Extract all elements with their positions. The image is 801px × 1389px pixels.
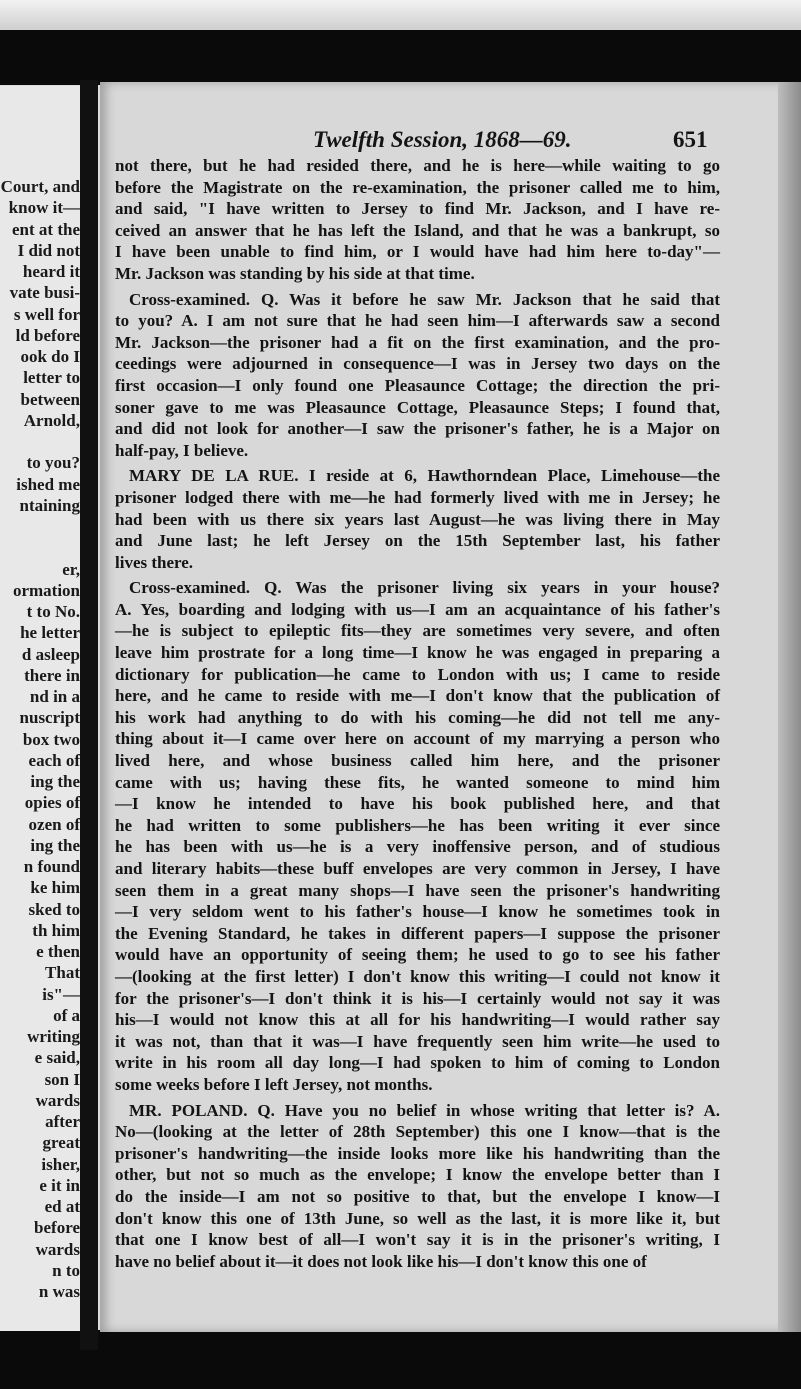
text-line: came with us; having these fits, he wanted someone to mind him	[115, 772, 720, 792]
paragraph	[115, 1100, 720, 1273]
running-title: Twelfth Session, 1868—69.	[313, 127, 572, 152]
left-page-line: s well for	[13, 304, 80, 324]
text-line: the Evening Standard, he takes in different papers—I suppose the prisoner	[115, 923, 720, 943]
left-page-line: er,	[62, 559, 80, 579]
text-line: had been with us there six years last August—he was living there in May	[115, 509, 720, 529]
left-page-line: Court, and	[0, 177, 80, 196]
left-page	[0, 86, 82, 1331]
left-page-line: ook do I	[20, 347, 80, 366]
text-line: Cross-examined. Q. Was it before he saw Mr. Jackson that he said that	[129, 289, 720, 309]
text-line: —(looking at the first letter) I don't know this writing—I could not know it	[115, 966, 720, 986]
left-page-line: n to	[52, 1260, 80, 1280]
text-line: he had written to some publishers—he has been writing it ever since	[115, 815, 720, 835]
text-line: prisoner's handwriting—the inside looks more like his handwriting than the	[115, 1143, 720, 1163]
paragraph	[115, 289, 720, 462]
left-page-line: ormation	[12, 580, 80, 600]
left-page-line: d asleep	[21, 644, 80, 664]
page-number: 651	[673, 127, 708, 152]
left-page-line: ent at the	[12, 219, 80, 239]
text-line: it was not, than that it was—I have frequently seen him write—he used to	[115, 1031, 720, 1051]
text-line: his work had anything to do with his coming—he did not tell me any-	[115, 707, 720, 727]
text-line: that one I know best of all—I won't say it is in the prisoner's writing, I	[115, 1230, 720, 1250]
left-page-line: ished me	[16, 474, 80, 494]
left-page-line: of a	[53, 1005, 80, 1025]
text-line: here, and he came to reside with me—I don't know that the publication of	[115, 686, 720, 706]
text-line: —he is subject to epileptic fits—they are sometimes very severe, and often	[115, 621, 720, 641]
left-page-line: sked to	[28, 899, 80, 919]
left-page-line: each of	[28, 750, 80, 770]
scanner-border-bottom	[0, 1330, 801, 1389]
text-line: and said, "I have written to Jersey to find Mr. Jackson, and I have re-	[115, 199, 720, 219]
left-page-line: letter to	[23, 368, 80, 388]
left-page-line: there in	[24, 665, 80, 685]
text-line: and did not look for another—I saw the prisoner's father, he is a Major on	[115, 419, 720, 439]
left-page-line: vate busi-	[9, 283, 80, 303]
text-line: write in his room all day long—I had spoken to him of coming to London	[115, 1053, 720, 1073]
left-page-line: box two	[22, 729, 80, 749]
text-line: have no belief about it—it does not look like his—I don't know this one of	[115, 1251, 647, 1271]
text-line: —I very seldom went to his father's house—I know he sometimes took in	[115, 902, 720, 922]
text-line: A. Yes, boarding and lodging with us—I am an acquaintance of his father's	[115, 599, 720, 619]
text-line: lived here, and whose business called him here, and the prisoner	[115, 751, 720, 771]
left-page-line: opies of	[24, 793, 80, 813]
left-page-line: isher,	[41, 1154, 80, 1174]
left-page-line: great	[42, 1133, 80, 1153]
text-line: thing about it—I came over here on account of my marrying a person who	[115, 729, 720, 749]
left-page-line: before	[34, 1218, 80, 1238]
page-body	[115, 155, 720, 1276]
left-page-line: he letter	[20, 623, 80, 643]
left-page-line: nuscript	[19, 708, 80, 728]
text-line: and literary habits—these buff envelopes are very common in Jersey, I have	[115, 859, 720, 878]
left-page-line: Arnold,	[23, 410, 80, 430]
text-line: first occasion—I only found one Pleasaunce Cottage; the direction the pri-	[115, 375, 720, 395]
left-page-line: ke him	[30, 878, 80, 898]
text-line: leave him prostrate for a long time—I know he was engaged in preparing a	[115, 643, 720, 663]
left-page-line: e it in	[39, 1175, 80, 1195]
left-page-line: wards	[35, 1090, 80, 1110]
page-edge	[778, 82, 801, 1332]
text-line: MR. POLAND. Q. Have you no belief in whose writing that letter is? A.	[129, 1100, 720, 1120]
left-page-line: ld before	[15, 325, 80, 345]
text-line: dictionary for publication—he came to London with us; I came to reside	[115, 664, 720, 684]
left-page-line: t to No.	[26, 602, 80, 621]
left-page-line: That	[45, 963, 80, 983]
left-page-line: I did not	[17, 240, 80, 260]
left-page-line: e said,	[34, 1048, 80, 1068]
text-line: some weeks before I left Jersey, not months.	[115, 1074, 433, 1094]
text-line: other, but not so much as the envelope; I know the envelope better than I	[115, 1165, 720, 1185]
paragraph	[115, 577, 720, 1095]
scanner-border-top	[0, 30, 801, 85]
top-margin-strip	[0, 0, 801, 30]
left-page-line: after	[45, 1112, 80, 1131]
left-page-line: ozen of	[28, 814, 80, 834]
text-line: his—I would not know this at all for his handwriting—I would rather say	[115, 1010, 720, 1030]
text-line: not there, but he had resided there, and he is here—while waiting to go	[115, 156, 720, 175]
left-page-line: ing the	[30, 772, 80, 791]
text-line: and June last; he left Jersey on the 15th September last, his father	[115, 531, 720, 551]
text-line: would have an opportunity of seeing them; he used to go to see his father	[115, 945, 720, 965]
text-line: Mr. Jackson—the prisoner had a fit on the first examination, and the pro-	[115, 332, 720, 352]
left-page-line: wards	[35, 1239, 80, 1259]
left-page-line: between	[20, 389, 80, 409]
text-line: half-pay, I believe.	[115, 440, 249, 460]
left-page-line: ntaining	[19, 495, 80, 515]
text-line: —I know he intended to have his book published here, and that	[115, 794, 720, 814]
text-line: Cross-examined. Q. Was the prisoner living six years in your house?	[129, 578, 720, 598]
book-spine	[80, 80, 98, 1350]
text-line: lives there.	[115, 552, 194, 572]
left-page-line: know it—	[8, 198, 80, 218]
left-page-line: son I	[44, 1069, 80, 1089]
paragraph	[115, 465, 720, 573]
left-page-line: ing the	[30, 835, 80, 855]
text-line: ceived an answer that he has left the Island, and that he was a bankrupt, so	[115, 220, 720, 240]
page-header	[218, 123, 718, 155]
text-line: MARY DE LA RUE. I reside at 6, Hawthorndean Place, Limehouse—the	[129, 466, 720, 486]
text-line: do the inside—I am not so positive to that, but the envelope I know—I	[115, 1186, 720, 1206]
text-line: No—(looking at the letter of 28th September) this one I know—that is the	[115, 1122, 720, 1142]
left-page-line: n was	[38, 1282, 80, 1301]
left-page-line: heard it	[22, 262, 80, 281]
text-line: to you? A. I am not sure that he had seen him—I afterwards saw a second	[115, 311, 720, 331]
left-page-line: writing	[27, 1027, 80, 1046]
paragraph	[115, 155, 720, 285]
text-line: prisoner lodged there with me—he had formerly lived with me in Jersey; he	[115, 487, 720, 507]
text-line: he has been with us—he is a very inoffensive person, and of studious	[115, 837, 720, 857]
left-page-line: e then	[36, 942, 80, 961]
text-line: I have been unable to find him, or I would have had him here to-day"—	[115, 242, 720, 262]
text-line: seen them in a great many shops—I have seen the prisoner's handwriting	[115, 880, 720, 900]
text-line: soner gave to me was Pleasaunce Cottage, Pleasaunce Steps; I found that,	[115, 397, 720, 417]
left-page-line: th him	[32, 920, 80, 940]
text-line: before the Magistrate on the re-examination, the prisoner called me to him,	[115, 177, 720, 197]
text-line: for the prisoner's—I don't think it is his—I certainly would not say it was	[115, 988, 720, 1008]
left-page-line: n found	[23, 857, 80, 876]
left-page-line: is"—	[42, 984, 80, 1004]
text-line: ceedings were adjourned in consequence—I was in Jersey two days on the	[115, 354, 720, 374]
left-page-line: nd in a	[29, 687, 80, 706]
left-page-line: to you?	[26, 453, 80, 473]
text-line: Mr. Jackson was standing by his side at that time.	[115, 263, 475, 283]
text-line: don't know this one of 13th June, so well as the last, it is more like it, but	[115, 1208, 720, 1228]
left-page-line: ed at	[44, 1197, 80, 1216]
